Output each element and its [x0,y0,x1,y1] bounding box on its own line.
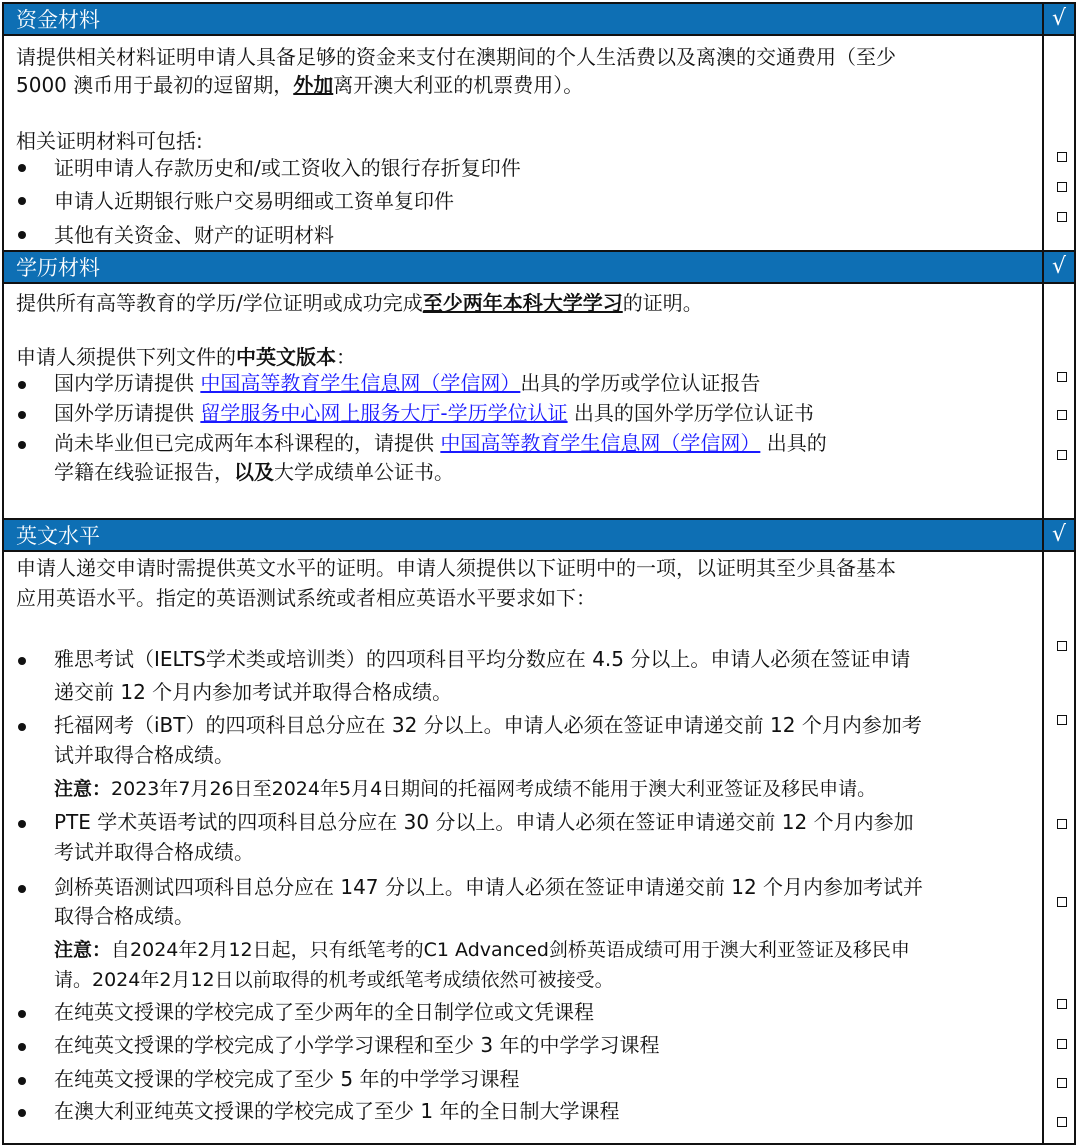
chsi-link[interactable]: 中国高等教育学生信息网（学信网） [200,371,521,395]
bullet-icon [18,1077,26,1085]
requirements-table [2,2,1076,1145]
list-item-continuation: 考试并取得合格成绩。 [54,840,254,864]
section-title: 英文水平 [16,524,100,548]
list-item-continuation: 学籍在线验证报告，以及大学成绩单公证书。 [54,460,454,484]
checkbox[interactable] [1057,1117,1067,1127]
bullet-icon [18,723,26,731]
toefl-note: 注意：2023年7月26日至2024年5月4日期间的托福网考成绩不能用于澳大利亚签证及移民申请。 [54,778,877,800]
list-item: 托福网考（iBT）的四项科目总分应在 32 分以上。申请人必须在签证申请递交前 12 个月内参加考 [54,713,922,737]
checkbox[interactable] [1057,450,1067,460]
checkbox[interactable] [1057,182,1067,192]
list-item: 剑桥英语测试四项科目总分应在 147 分以上。申请人必须在签证申请递交前 12 个月内参加考试并 [54,875,924,899]
list-item: 在澳大利亚纯英文授课的学校完成了至少 1 年的全日制大学课程 [54,1099,620,1123]
check-mark-icon: √ [1042,520,1074,550]
checkbox[interactable] [1057,715,1067,725]
list-item: 雅思考试（IELTS学术类或培训类）的四项科目平均分数应在 4.5 分以上。申请人必须在签证申请 [54,647,911,671]
bullet-icon [18,1043,26,1051]
checkbox[interactable] [1057,897,1067,907]
checkbox[interactable] [1057,999,1067,1009]
english-paragraph-line1: 申请人递交申请时需提供英文水平的证明。申请人须提供以下证明中的一项，以证明其至少具备基本 [16,556,896,580]
column-divider [1042,36,1044,250]
list-item-continuation: 取得合格成绩。 [54,904,194,928]
check-mark-icon: √ [1042,252,1074,282]
cambridge-note-continuation: 请。2024年2月12日以前取得的机考或纸笔考成绩依然可被接受。 [54,969,614,991]
list-item: 尚未毕业但已完成两年本科课程的，请提供 中国高等教育学生信息网（学信网） 出具的 [54,431,827,455]
english-paragraph-line2: 应用英语水平。指定的英语测试系统或者相应英语水平要求如下： [16,586,596,610]
list-item: 在纯英文授课的学校完成了至少 5 年的中学学习课程 [54,1067,520,1091]
checkbox[interactable] [1057,212,1067,222]
section-title: 资金材料 [16,8,100,32]
bullet-icon [18,1010,26,1018]
cambridge-note: 注意：自2024年2月12日起，只有纸笔考的C1 Advanced剑桥英语成绩可用于澳大利亚签证及移民申 [54,939,910,961]
bullet-icon [18,820,26,828]
bullet-icon [18,164,26,172]
section-header-english [4,518,1074,552]
list-item: 其他有关资金、财产的证明材料 [54,223,334,247]
chsi-link[interactable]: 中国高等教育学生信息网（学信网） [440,431,761,455]
bullet-icon [18,197,26,205]
column-divider [1042,284,1044,518]
check-mark-icon: √ [1042,4,1074,34]
bullet-icon [18,411,26,419]
checkbox[interactable] [1057,1039,1067,1049]
bullet-icon [18,441,26,449]
section-header-funds [4,4,1074,36]
education-paragraph: 提供所有高等教育的学历/学位证明或成功完成至少两年本科大学学习的证明。 [16,291,703,315]
list-item: PTE 学术英语考试的四项科目总分应在 30 分以上。申请人必须在签证申请递交前 12 个月内参加 [54,810,914,834]
education-docs-intro: 申请人须提供下列文件的中英文版本： [16,345,356,369]
funds-paragraph-line1: 请提供相关材料证明申请人具备足够的资金来支付在澳期间的个人生活费以及离澳的交通费用（至少 [16,45,896,69]
list-item: 申请人近期银行账户交易明细或工资单复印件 [54,189,454,213]
bullet-icon [18,381,26,389]
checkbox[interactable] [1057,819,1067,829]
list-item: 证明申请人存款历史和/或工资收入的银行存折复印件 [54,156,521,180]
checkbox[interactable] [1057,1078,1067,1088]
checkbox[interactable] [1057,641,1067,651]
bullet-icon [18,1109,26,1117]
section-header-education [4,250,1074,284]
checkbox[interactable] [1057,152,1067,162]
list-item-continuation: 试并取得合格成绩。 [54,743,234,767]
list-item: 在纯英文授课的学校完成了至少两年的全日制学位或文凭课程 [54,1000,594,1024]
checkbox[interactable] [1057,372,1067,382]
list-item: 国内学历请提供 中国高等教育学生信息网（学信网）出具的学历或学位认证报告 [54,371,761,395]
bullet-icon [18,657,26,665]
cscse-link[interactable]: 留学服务中心网上服务大厅-学历学位认证 [200,401,568,425]
checkbox[interactable] [1057,410,1067,420]
funds-evidence-intro: 相关证明材料可包括: [16,129,203,153]
funds-paragraph-line2: 5000 澳币用于最初的逗留期，外加离开澳大利亚的机票费用）。 [16,73,584,97]
list-item-continuation: 递交前 12 个月内参加考试并取得合格成绩。 [54,680,453,704]
bullet-icon [18,885,26,893]
column-divider [1042,552,1044,1145]
section-title: 学历材料 [16,256,100,280]
bullet-icon [18,231,26,239]
list-item: 在纯英文授课的学校完成了小学学习课程和至少 3 年的中学学习课程 [54,1033,660,1057]
list-item: 国外学历请提供 留学服务中心网上服务大厅-学历学位认证 出具的国外学历学位认证书 [54,401,814,425]
